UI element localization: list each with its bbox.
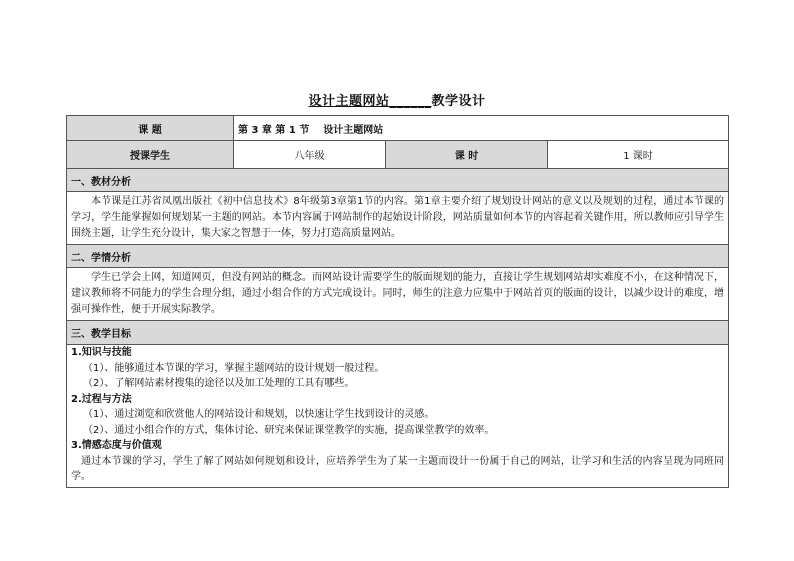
goal1-item-2: （2）、了解网站素材搜集的途径以及加工处理的工具有哪些。 [83,378,355,389]
section3-heading-row [67,321,729,345]
section2-text: 学生已学会上网，知道网页，但没有网站的概念。而网站设计需要学生的版面规划的能力，直接让学生规划网站却实难度不小，在这种情况下，建议教师将不同能力的学生合理分组，通过小组合作的方式完成设计。同时，师生的注意力应集中于网站首页的版面的设计，以减少设计的难度，增强可操作性，便于开展实际教学。 [67,268,729,321]
students-value: 八年级 [234,141,386,169]
section2-heading: 二、学情分析 [67,245,729,268]
title-suffix: 教学设计 [431,94,486,109]
topic-value: 第 3 章 第 1 节 设计主题网站 [234,116,729,141]
hours-label: 课 时 [386,141,548,169]
title-topic: 设计主题网站 [308,94,390,109]
students-label: 授课学生 [67,141,234,169]
section1-text: 本节课是江苏省凤凰出版社《初中信息技术》8年级第3章第1节的内容。第1章主要介绍了规划设计网站的意义以及规划的过程，通过本节课的学习，学生能掌握如何规划某一主题的网站。本节内容属于网站制作的起始设计阶段，网站质量如何本节的内容起着关键作用，所以教师应引导学生围绕主题，让学生充分设计，集大家之智慧于一体，努力打造高质量网站。 [67,192,729,245]
section1-body-row [67,192,729,245]
goal2-item-1: （1）、通过浏览和欣赏他人的网站设计和规划，以快速让学生找到设计的灵感。 [83,409,435,420]
document-title [0,90,794,109]
section3-body-row [67,345,729,488]
section1-heading: 一、教材分析 [67,169,729,192]
goal1-title: 1.知识与技能 [71,347,132,358]
goal1-item-1: （1）、能够通过本节课的学习，掌握主题网站的设计规划一般过程。 [83,362,385,374]
students-row [67,141,729,169]
topic-row [67,116,729,141]
lesson-plan-table [66,115,729,488]
section2-body-row [67,268,729,321]
section1-heading-row [67,169,729,192]
section2-heading-row [67,245,729,268]
section3-heading: 三、教学目标 [67,321,729,345]
section3-body [67,345,729,488]
goal2-item-2: （2）、通过小组合作的方式，集体讨论、研究来保证课堂教学的实施，提高课堂教学的效率。 [83,424,495,436]
goal3-text: 通过本节课的学习，学生了解了网站如何规划和设计，应培养学生为了某一主题而设计一份属于自己的网站，让学习和生活的内容呈现为同班同学。 [71,455,725,482]
hours-value: 1 课时 [548,141,729,169]
goal2-title: 2.过程与方法 [71,393,132,405]
goal3-title: 3.情感态度与价值观 [71,440,162,451]
title-blank: ______ [389,94,432,109]
topic-label: 课 题 [67,116,234,141]
